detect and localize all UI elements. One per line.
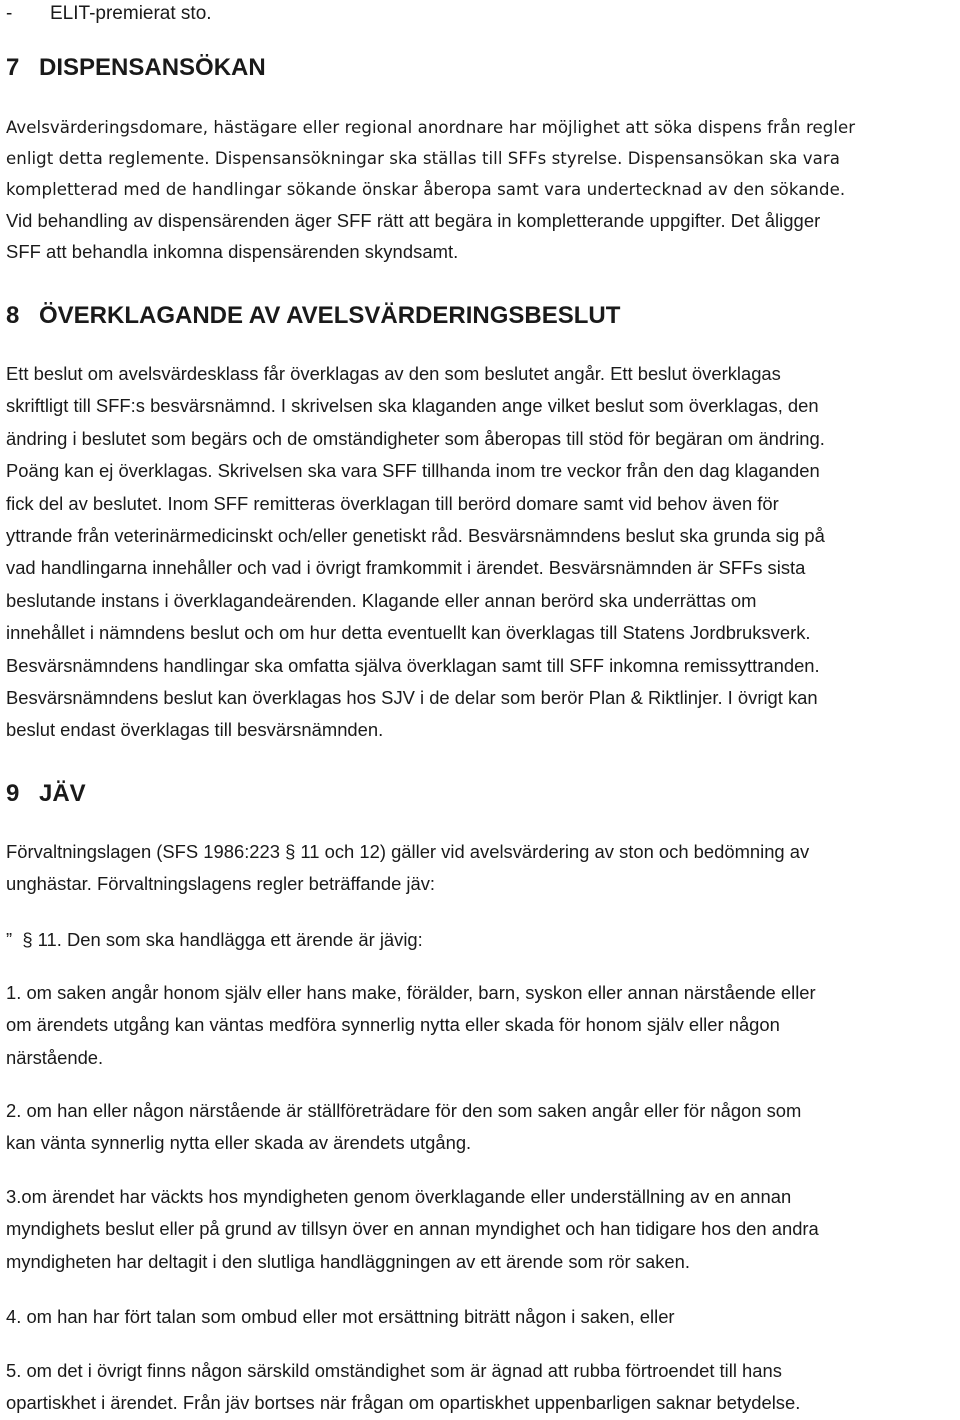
paragraph-line: om ärendets utgång kan väntas medföra synnerlig nytta eller skada för honom själv eller någon [6, 1014, 780, 1036]
paragraph-line: Förvaltningslagen (SFS 1986:223 § 11 och 12) gäller vid avelsvärdering av ston och bedömning av [6, 841, 810, 862]
paragraph-line: Avelsvärderingsdomare, hästägare eller regional anordnare har möjlighet att söka dispens från regler [6, 118, 856, 137]
paragraph-line: fick del av beslutet. Inom SFF remitteras överklagan till berörd domare samt vid behov även för [6, 492, 779, 514]
paragraph-line: innehållet i nämndens beslut och om hur detta eventuellt kan överklagas till Statens Jordbruksverk. [6, 622, 811, 644]
section-8-paragraph [6, 358, 958, 747]
section-title: ÖVERKLAGANDE AV AVELSVÄRDERINGSBESLUT [39, 302, 621, 329]
paragraph-line: myndigheten har deltagit i den slutliga handläggningen av ett ärende som rör saken. [6, 1250, 690, 1272]
paragraph-line: unghästar. Förvaltningslagens regler beträffande jäv: [6, 873, 436, 895]
jav-item-3 [6, 1181, 958, 1278]
bullet-dash: - [6, 3, 13, 24]
paragraph-line: 2. om han eller någon närstående är ställföreträdare för den som saken angår eller för någon som [6, 1100, 802, 1121]
paragraph-line: 4. om han har fört talan som ombud eller mot ersättning biträtt någon i saken, eller [6, 1306, 675, 1327]
paragraph-line: Poäng kan ej överklagas. Skrivelsen ska vara SFF tillhanda inom tre veckor från den dag klaganden [6, 460, 820, 482]
paragraph-line: Besvärsnämndens beslut kan överklagas hos SJV i de delar som berör Plan & Riktlinjer. I övrigt kan [6, 687, 818, 709]
paragraph-line: 5. om det i övrigt finns någon särskild omständighet som är ägnad att rubba förtroendet till hans [6, 1360, 782, 1381]
section-title: JÄV [39, 780, 86, 807]
law-quote: ” § 11. Den som ska handlägga ett ärende är jävig: [6, 929, 423, 950]
paragraph-line: beslutande instans i överklagandeärenden. Klagande eller annan berörd ska underrättas om [6, 589, 757, 611]
paragraph-line: yttrande från veterinärmedicinskt och/eller genetiskt råd. Besvärsnämndens beslut ska grunda sig på [6, 525, 825, 547]
paragraph-line: 1. om saken angår honom själv eller hans make, förälder, barn, syskon eller annan närstående eller [6, 982, 816, 1003]
paragraph-line: enligt detta reglemente. Dispensansökningar ska ställas till SFFs styrelse. Dispensansökan ska vara [6, 149, 840, 168]
section-9-intro [6, 836, 958, 901]
paragraph-line: opartiskhet i ärendet. Från jäv bortses när frågan om opartiskhet uppenbarligen saknar betydelse. [6, 1392, 801, 1414]
jav-item-4 [6, 1301, 958, 1333]
paragraph-line: myndighets beslut eller på grund av tillsyn över en annan myndighet och han tidigare hos den andra [6, 1218, 819, 1240]
section-9-heading [6, 779, 86, 809]
section-number: 8 [6, 302, 20, 329]
jav-item-1 [6, 977, 958, 1074]
paragraph-line: beslut endast överklagas till besvärsnämnden. [6, 719, 384, 741]
paragraph-line: Ett beslut om avelsvärdesklass får överklagas av den som beslutet angår. Ett beslut överklagas [6, 363, 781, 384]
paragraph-line: vad handlingarna innehåller och vad i övrigt framkommit i ärendet. Besvärsnämnden är SFFs sista [6, 557, 806, 579]
jav-item-2 [6, 1095, 958, 1160]
section-7-paragraph [6, 112, 958, 267]
paragraph-line: Vid behandling av dispensärenden äger SFF rätt att begära in kompletterande uppgifter. Det åligger [6, 210, 821, 231]
paragraph-line: kompletterad med de handlingar sökande önskar åberopa samt vara undertecknad av den sökande. [6, 180, 846, 199]
paragraph-line: närstående. [6, 1046, 104, 1068]
paragraph-line: kan vänta synnerlig nytta eller skada av ärendets utgång. [6, 1132, 472, 1154]
paragraph-line: Besvärsnämndens handlingar ska omfatta själva överklagan samt till SFF inkomna remissyttranden. [6, 654, 820, 676]
section-number: 7 [6, 54, 20, 81]
section-number: 9 [6, 780, 20, 807]
section-8-heading [6, 301, 620, 331]
paragraph-line: skriftligt till SFF:s besvärsnämnd. I skrivelsen ska klaganden ange vilket beslut som överklagas, den [6, 395, 819, 417]
paragraph-line: ändring i beslutet som begärs och de omständigheter som åberopas till stöd för begäran om ändring. [6, 427, 825, 449]
section-title: DISPENSANSÖKAN [39, 54, 266, 81]
jav-item-5 [6, 1355, 958, 1420]
paragraph-line: 3.om ärendet har väckts hos myndigheten genom överklagande eller underställning av en annan [6, 1186, 792, 1207]
paragraph-line: SFF att behandla inkomna dispensärenden skyndsamt. [6, 241, 459, 262]
intro-bullet [6, 0, 212, 28]
section-7-heading [6, 53, 266, 83]
bullet-text: ELIT-premierat sto. [50, 3, 212, 24]
